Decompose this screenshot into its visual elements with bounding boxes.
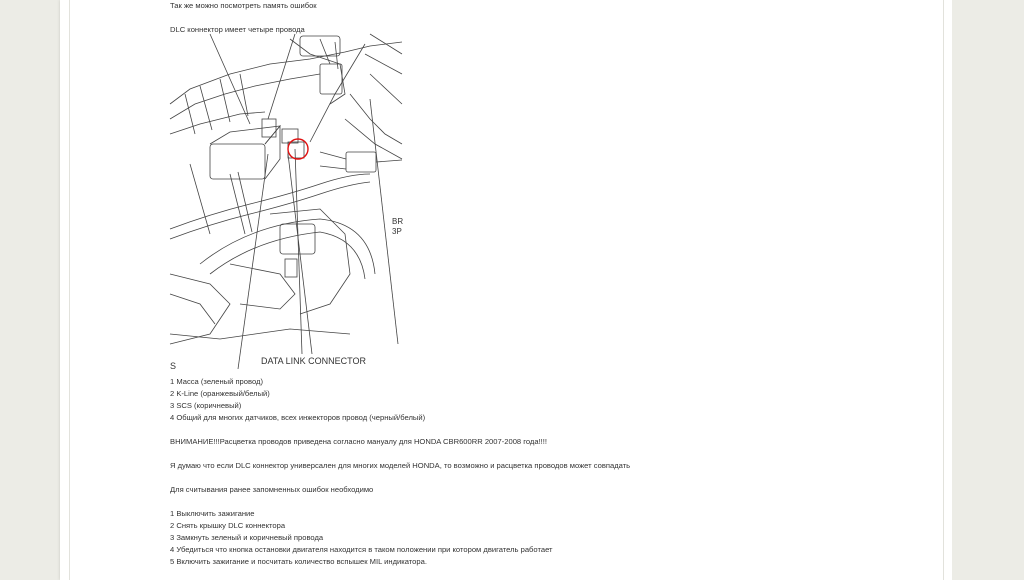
step-5: 5 Включить зажигание и посчитать количество вспышек MIL индикатора. (170, 557, 427, 566)
step-1: 1 Выключить зажигание (170, 509, 255, 518)
wire-item-2: 2 K-Line (оранжевый/белый) (170, 389, 270, 398)
wire-item-4: 4 Общий для многих датчиков, всех инжекторов провод (черный/белый) (170, 413, 426, 422)
warning-text: ВНИМАНИЕ!!!Расцветка проводов приведена согласно мануалу для HONDA CBR600RR 2007-2008 года!!!! (170, 437, 548, 446)
diagram-label-br: BR (392, 217, 404, 226)
diagram-label-3p: 3P (392, 227, 402, 236)
step-2: 2 Снять крышку DLC коннектора (170, 521, 286, 530)
step-4: 4 Убедиться что кнопка остановки двигателя находится в таком положении при котором двигатель работает (170, 545, 553, 554)
diagram-label-s: S (170, 361, 177, 371)
diagram-label-connector: DATA LINK CONNECTOR (261, 356, 367, 366)
read-errors-title: Для считывания ранее запомненных ошибок необходимо (170, 485, 374, 494)
wire-item-3: 3 SCS (коричневый) (170, 401, 242, 410)
page-background-right (952, 0, 1024, 580)
page-border-left (69, 0, 70, 580)
page-border-right (943, 0, 944, 580)
opinion-text: Я думаю что если DLC коннектор универсален для многих моделей HONDA, то возможно и расцветка проводов может совпадать (170, 461, 631, 470)
intro-text: Так же можно посмотреть память ошибок (170, 1, 317, 10)
page-background-left (0, 0, 60, 580)
dlc-caption: DLC коннектор имеет четыре провода (170, 25, 305, 34)
step-3: 3 Замкнуть зеленый и коричневый провода (170, 533, 324, 542)
wire-item-1: 1 Масса (зеленый провод) (170, 377, 263, 386)
dlc-diagram-image (170, 34, 402, 374)
